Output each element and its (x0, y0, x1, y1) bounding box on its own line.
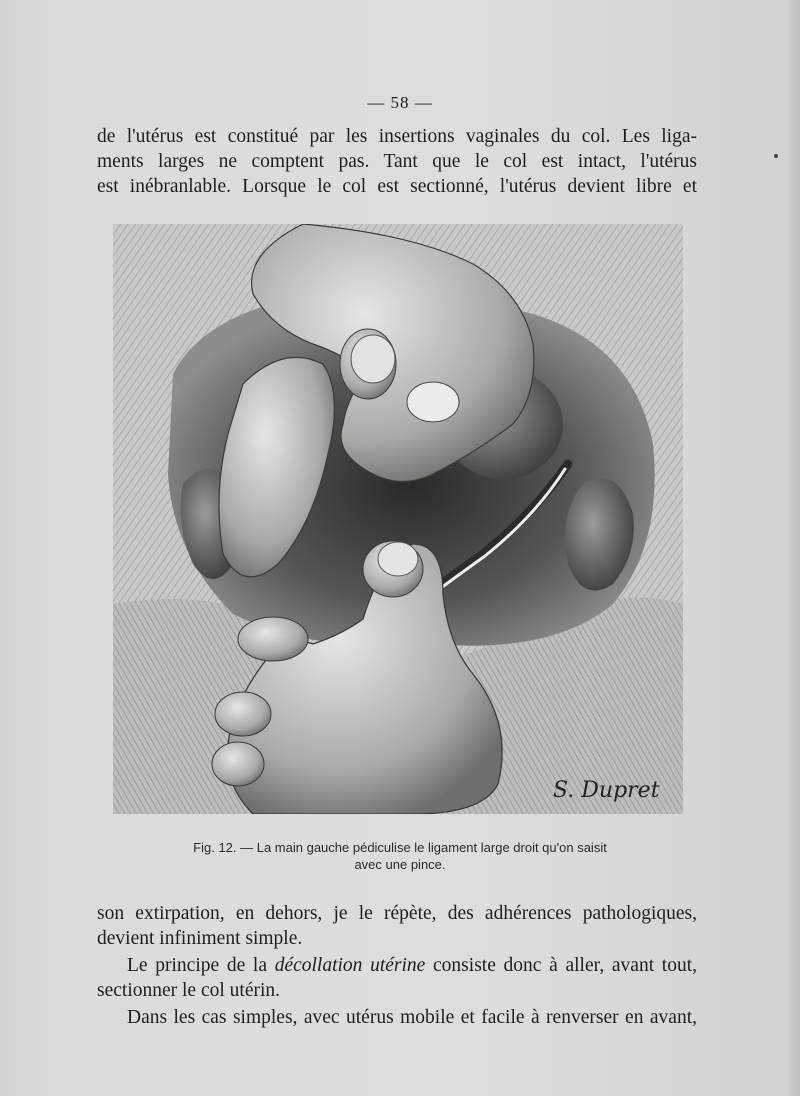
caption-line: Fig. 12. — La main gauche pédiculise le ligament large droit qu'on saisit (193, 840, 607, 855)
figure-caption (130, 839, 670, 873)
text-line: ments larges ne comptent pas. Tant que le col est intact, l'utérus (97, 151, 697, 172)
text-line: Dans les cas simples, avec utérus mobile et facile à renverser en avant, (127, 1007, 697, 1028)
caption-line: avec une pince. (354, 857, 446, 872)
text-segment: consiste donc à aller, avant tout, (425, 955, 698, 976)
text-line: devient infiniment simple. (97, 928, 303, 949)
page-number: — 58 — (367, 93, 433, 112)
text-segment: Le principe de la (127, 955, 275, 976)
surgical-illustration (113, 224, 683, 814)
page-edge-shadow (786, 0, 800, 1096)
artist-signature: S. Dupret (553, 778, 660, 803)
text-line: son extirpation, en dehors, je le répète, des adhérences pathologiques, (97, 903, 697, 924)
ink-speck (774, 154, 778, 158)
text-line: est inébranlable. Lorsque le col est sectionné, l'utérus devient libre et (97, 176, 697, 197)
bottom-text (97, 901, 697, 1030)
engraving-drawing (113, 224, 683, 814)
text-line: de l'utérus est constitué par les insertions vaginales du col. Les liga- (97, 126, 697, 147)
emphasis-text: décollation utérine (274, 955, 426, 976)
text-line (97, 953, 697, 978)
text-line: sectionner le col utérin. (97, 980, 281, 1001)
top-paragraph (97, 124, 697, 199)
